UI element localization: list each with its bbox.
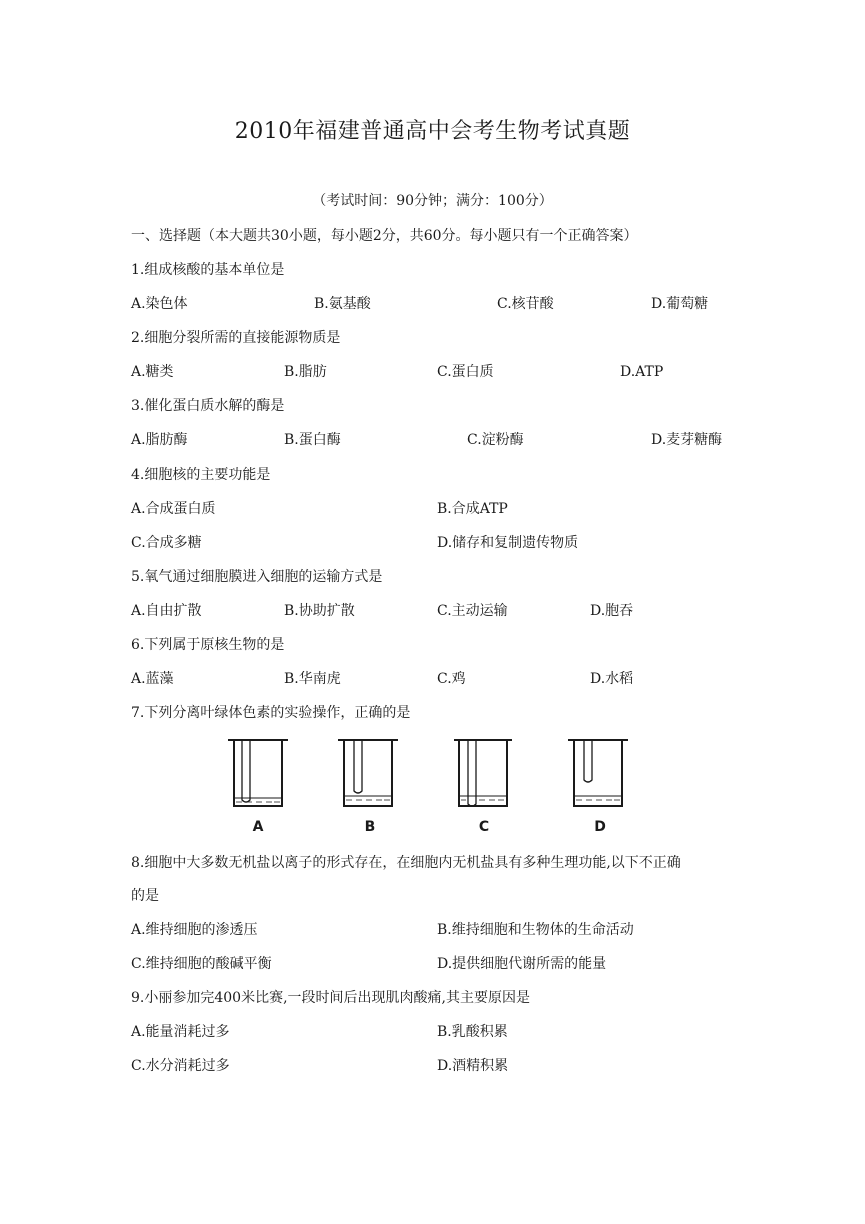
question-5-option-b: B.协助扩散 — [284, 603, 355, 619]
question-6-option-d: D.水稻 — [590, 671, 634, 687]
question-1-option-a: A.染色体 — [131, 296, 188, 312]
question-5-option-a: A.自由扩散 — [131, 603, 202, 619]
beaker-d — [568, 740, 628, 806]
question-6-option-c: C.鸡 — [437, 671, 466, 687]
question-9-option-b: B.乳酸积累 — [437, 1024, 508, 1040]
question-2-option-b: B.脂肪 — [284, 364, 327, 380]
question-4-option-b: B.合成ATP — [437, 501, 508, 517]
question-6-option-b: B.华南虎 — [284, 671, 341, 687]
question-9-stem: 9.小丽参加完400米比赛,一段时间后出现肌肉酸痛,其主要原因是 — [131, 990, 530, 1006]
question-8-option-b: B.维持细胞和生物体的生命活动 — [437, 922, 634, 938]
question-4-option-d: D.储存和复制遗传物质 — [437, 535, 579, 551]
page-title: 2010年福建普通高中会考生物考试真题 — [234, 119, 631, 144]
beaker-a — [228, 740, 288, 806]
question-1-stem: 1.组成核酸的基本单位是 — [131, 262, 285, 278]
beaker-label-b: B — [364, 819, 376, 835]
question-8-stem-line-1: 8.细胞中大多数无机盐以离子的形式存在，在细胞内无机盐具有多种生理功能,以下不正确 — [131, 855, 681, 871]
question-1-option-c: C.核苷酸 — [497, 296, 554, 312]
question-3-stem: 3.催化蛋白质水解的酶是 — [131, 398, 285, 414]
question-1-option-d: D.葡萄糖 — [651, 296, 709, 312]
question-2-option-a: A.糖类 — [131, 364, 174, 380]
question-8-stem-line-2: 的是 — [131, 888, 159, 904]
question-5-option-c: C.主动运输 — [437, 603, 508, 619]
beaker-b — [338, 740, 398, 806]
question-8-option-d: D.提供细胞代谢所需的能量 — [437, 956, 607, 972]
question-5-stem: 5.氧气通过细胞膜进入细胞的运输方式是 — [131, 569, 383, 585]
question-9-option-d: D.酒精积累 — [437, 1058, 509, 1074]
section-heading: 一、选择题（本大题共30小题，每小题2分，共60分。每小题只有一个正确答案） — [131, 228, 638, 244]
beaker-c — [454, 740, 512, 806]
question-3-option-b: B.蛋白酶 — [284, 432, 341, 448]
exam-info: （考试时间：90分钟；满分：100分） — [312, 193, 553, 209]
question-7-stem: 7.下列分离叶绿体色素的实验操作，正确的是 — [131, 705, 411, 721]
question-3-option-a: A.脂肪酶 — [131, 432, 188, 448]
question-5-option-d: D.胞吞 — [590, 603, 634, 619]
beaker-figure — [222, 734, 662, 844]
question-3-option-c: C.淀粉酶 — [467, 432, 524, 448]
question-8-option-a: A.维持细胞的渗透压 — [131, 922, 258, 938]
question-6-stem: 6.下列属于原核生物的是 — [131, 637, 285, 653]
question-4-stem: 4.细胞核的主要功能是 — [131, 467, 271, 483]
question-2-stem: 2.细胞分裂所需的直接能源物质是 — [131, 330, 341, 346]
question-4-option-c: C.合成多糖 — [131, 535, 202, 551]
question-9-option-c: C.水分消耗过多 — [131, 1058, 230, 1074]
beaker-label-c: C — [478, 819, 490, 835]
question-6-option-a: A.蓝藻 — [131, 671, 174, 687]
question-8-option-c: C.维持细胞的酸碱平衡 — [131, 956, 272, 972]
question-9-option-a: A.能量消耗过多 — [131, 1024, 230, 1040]
question-3-option-d: D.麦芽糖酶 — [651, 432, 723, 448]
question-4-option-a: A.合成蛋白质 — [131, 501, 216, 517]
question-1-option-b: B.氨基酸 — [314, 296, 371, 312]
beaker-label-d: D — [594, 819, 606, 835]
beaker-label-a: A — [252, 819, 264, 835]
question-2-option-c: C.蛋白质 — [437, 364, 494, 380]
question-2-option-d: D.ATP — [620, 364, 664, 380]
